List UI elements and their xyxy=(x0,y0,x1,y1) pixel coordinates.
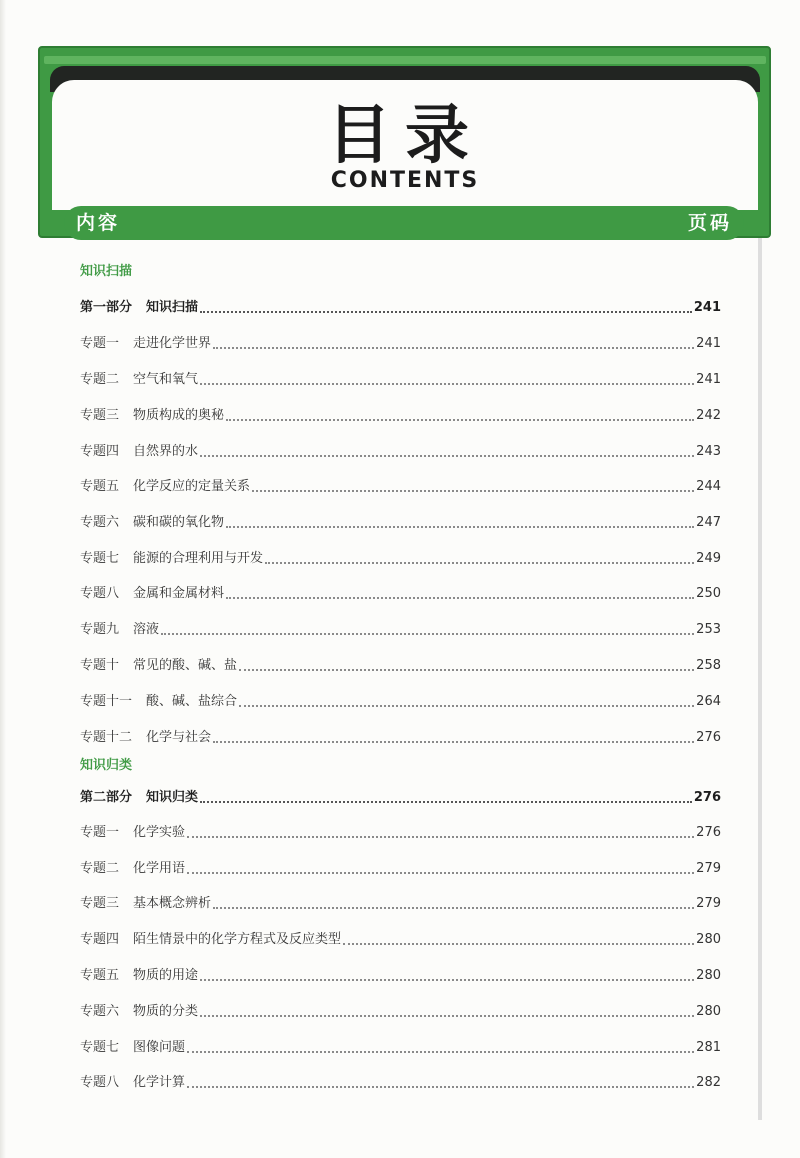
entry-title: 空气和氧气 xyxy=(133,372,199,387)
section-label: 知识扫描 xyxy=(80,264,133,279)
toc-entry-row[interactable] xyxy=(80,727,721,749)
dot-leader xyxy=(239,704,694,707)
toc-entry-row[interactable] xyxy=(80,822,721,844)
page-edge-shadow xyxy=(0,0,6,1158)
dot-leader xyxy=(265,561,694,564)
toc-entry-row[interactable] xyxy=(80,405,721,427)
page-number: 249 xyxy=(696,551,721,566)
entry-number: 专题六 xyxy=(80,1004,120,1019)
toc-entry-row[interactable] xyxy=(80,965,721,987)
page-number: 241 xyxy=(696,336,721,351)
entry-title: 化学实验 xyxy=(133,825,186,840)
entry-number: 专题四 xyxy=(80,932,120,947)
toc-entry-row[interactable] xyxy=(80,1037,721,1059)
dot-leader xyxy=(213,906,694,909)
entry-title: 走进化学世界 xyxy=(133,336,212,351)
entry-number: 专题八 xyxy=(80,586,120,601)
toc-entry-row[interactable] xyxy=(80,893,721,915)
entry-number: 专题三 xyxy=(80,896,120,911)
page-column-label: 页码 xyxy=(687,212,732,234)
page-number: 243 xyxy=(696,444,721,459)
entry-title: 化学计算 xyxy=(133,1075,186,1090)
content-column-label: 内容 xyxy=(76,212,121,234)
page-number: 282 xyxy=(696,1075,721,1090)
toc-entry-row[interactable] xyxy=(80,619,721,641)
entry-number: 专题七 xyxy=(80,551,120,566)
entry-number: 专题十二 xyxy=(80,730,133,745)
dot-leader xyxy=(226,525,694,528)
page-number: 253 xyxy=(696,622,721,637)
part-title: 知识归类 xyxy=(146,790,199,805)
page-number: 276 xyxy=(696,825,721,840)
entry-title: 物质的用途 xyxy=(133,968,199,983)
page-number: 264 xyxy=(696,694,721,709)
toc-entry-row[interactable] xyxy=(80,691,721,713)
page-number: 280 xyxy=(696,1004,721,1019)
entry-title: 酸、碱、盐综合 xyxy=(146,694,238,709)
dot-leader xyxy=(187,1085,694,1088)
entry-number: 专题五 xyxy=(80,479,120,494)
page-number: 258 xyxy=(696,658,721,673)
section-label: 知识归类 xyxy=(80,758,133,773)
dot-leader xyxy=(213,740,694,743)
entry-number: 专题三 xyxy=(80,408,120,423)
toc-entry-row[interactable] xyxy=(80,858,721,880)
entry-number: 专题六 xyxy=(80,515,120,530)
dot-leader xyxy=(226,596,694,599)
part-title: 知识扫描 xyxy=(146,300,199,315)
toc-entry-row[interactable] xyxy=(80,333,721,355)
entry-number: 专题十 xyxy=(80,658,120,673)
dot-leader xyxy=(226,418,694,421)
entry-number: 专题一 xyxy=(80,825,120,840)
header-frame-highlight xyxy=(44,56,766,64)
entry-number: 专题二 xyxy=(80,861,120,876)
entry-number: 专题五 xyxy=(80,968,120,983)
toc-entry-row[interactable] xyxy=(80,583,721,605)
entry-title: 陌生情景中的化学方程式及反应类型 xyxy=(133,932,342,947)
page-number: 279 xyxy=(696,861,721,876)
dot-leader xyxy=(239,668,694,671)
page-right-edge xyxy=(758,220,762,1120)
page-number: 281 xyxy=(696,1040,721,1055)
dot-leader xyxy=(213,346,694,349)
entry-number: 专题二 xyxy=(80,372,120,387)
toc-entry-row[interactable] xyxy=(80,655,721,677)
entry-title: 化学与社会 xyxy=(146,730,212,745)
toc-part-row[interactable] xyxy=(80,787,721,809)
toc-entry-row[interactable] xyxy=(80,369,721,391)
entry-number: 专题七 xyxy=(80,1040,120,1055)
entry-title: 自然界的水 xyxy=(133,444,199,459)
entry-title: 物质的分类 xyxy=(133,1004,199,1019)
column-header-bar xyxy=(64,206,744,240)
page-number: 241 xyxy=(693,300,721,315)
dot-leader xyxy=(200,800,692,803)
entry-number: 专题一 xyxy=(80,336,120,351)
dot-leader xyxy=(252,489,694,492)
entry-number: 专题四 xyxy=(80,444,120,459)
entry-number: 专题十一 xyxy=(80,694,133,709)
toc-entry-row[interactable] xyxy=(80,1001,721,1023)
entry-title: 金属和金属材料 xyxy=(133,586,225,601)
entry-title: 化学反应的定量关系 xyxy=(133,479,251,494)
page-number: 250 xyxy=(696,586,721,601)
page-number: 280 xyxy=(696,968,721,983)
page-subtitle: CONTENTS xyxy=(330,168,480,193)
page-number: 241 xyxy=(696,372,721,387)
toc-entry-row[interactable] xyxy=(80,441,721,463)
entry-title: 化学用语 xyxy=(133,861,186,876)
entry-title: 物质构成的奥秘 xyxy=(133,408,225,423)
toc-part-row[interactable] xyxy=(80,297,721,319)
entry-title: 溶液 xyxy=(133,622,160,637)
toc-entry-row[interactable] xyxy=(80,1072,721,1094)
dot-leader xyxy=(187,871,694,874)
dot-leader xyxy=(200,310,692,313)
entry-number: 专题八 xyxy=(80,1075,120,1090)
dot-leader xyxy=(187,1050,694,1053)
page-number: 242 xyxy=(696,408,721,423)
part-number: 第一部分 xyxy=(80,300,133,315)
page-number: 247 xyxy=(696,515,721,530)
toc-entry-row[interactable] xyxy=(80,548,721,570)
entry-title: 图像问题 xyxy=(133,1040,186,1055)
entry-title: 常见的酸、碱、盐 xyxy=(133,658,238,673)
part-number: 第二部分 xyxy=(80,790,133,805)
dot-leader xyxy=(200,1014,694,1017)
page-number: 276 xyxy=(696,730,721,745)
toc-entry-row[interactable] xyxy=(80,929,721,951)
entry-title: 碳和碳的氧化物 xyxy=(133,515,225,530)
entry-number: 专题九 xyxy=(80,622,120,637)
entry-title: 基本概念辨析 xyxy=(133,896,212,911)
dot-leader xyxy=(187,835,694,838)
dot-leader xyxy=(161,632,694,635)
page-number: 280 xyxy=(696,932,721,947)
dot-leader xyxy=(343,942,694,945)
page-number: 279 xyxy=(696,896,721,911)
page-number: 276 xyxy=(693,790,721,805)
dot-leader xyxy=(200,382,694,385)
entry-title: 能源的合理利用与开发 xyxy=(133,551,264,566)
page-title: 目录 xyxy=(327,98,483,173)
dot-leader xyxy=(200,978,694,981)
toc-entry-row[interactable] xyxy=(80,512,721,534)
page-number: 244 xyxy=(696,479,721,494)
toc-entry-row[interactable] xyxy=(80,476,721,498)
dot-leader xyxy=(200,454,694,457)
